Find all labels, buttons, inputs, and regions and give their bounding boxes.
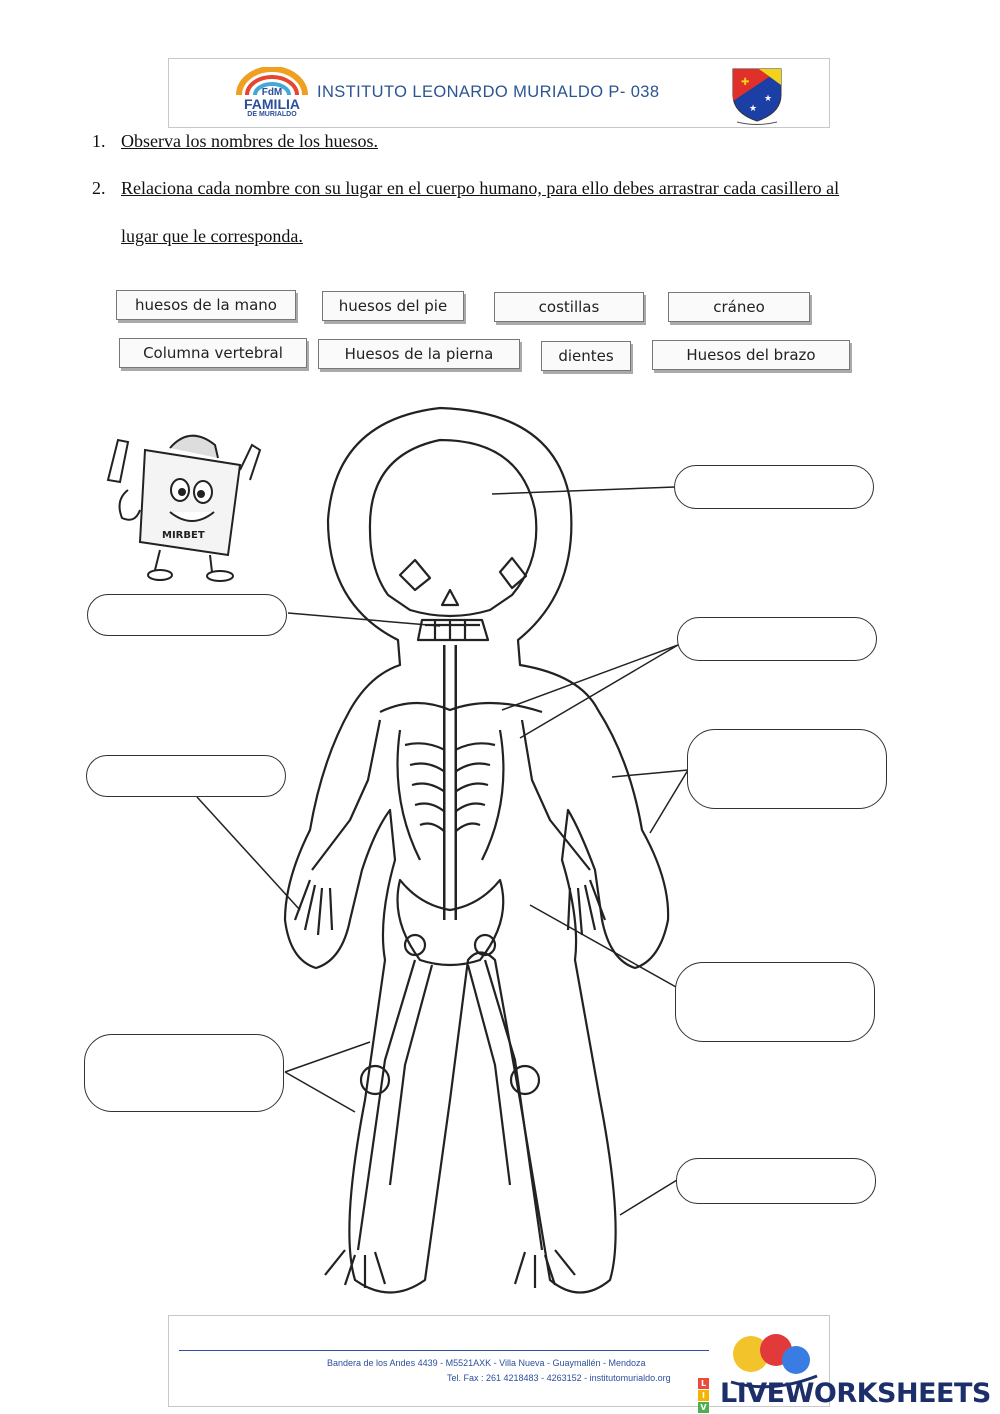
answer-box-5[interactable] [687, 729, 887, 809]
chip-huesos-del-pie[interactable]: huesos del pie [322, 291, 464, 321]
answer-box-8[interactable] [676, 1158, 876, 1204]
footer-divider [179, 1350, 709, 1351]
chip-huesos-de-la-mano[interactable]: huesos de la mano [116, 290, 296, 320]
logo-line1: FAMILIA [244, 96, 300, 112]
mascot-label: MIRBET [162, 530, 205, 541]
chip-dientes[interactable]: dientes [541, 341, 631, 371]
svg-text:★: ★ [764, 93, 773, 103]
liveworksheets-logo-icon: L I V [698, 1378, 710, 1414]
liveworksheets-watermark: LIVEWORKSHEETS [720, 1378, 991, 1409]
footer-address: Bandera de los Andes 4439 - M5521AXK - Villa Nueva - Guaymallén - Mendoza [327, 1358, 646, 1368]
instruction-text: Relaciona cada nombre con su lugar en el cuerpo humano, para ello debes arrastrar cada casillero al [121, 178, 840, 198]
instruction-text: Observa los nombres de los huesos. [121, 131, 378, 151]
logo-line2: DE MURIALDO [247, 111, 297, 118]
chip-huesos-de-la-pierna[interactable]: Huesos de la pierna [318, 339, 520, 369]
answer-box-3[interactable] [677, 617, 877, 661]
instruction-text: lugar que le corresponda. [121, 226, 303, 246]
chip-columna-vertebral[interactable]: Columna vertebral [119, 338, 307, 368]
instruction-number: 1. [92, 131, 106, 151]
svg-text:★: ★ [749, 103, 758, 113]
chip-craneo[interactable]: cráneo [668, 292, 810, 322]
logo-short: FdM [261, 87, 283, 98]
institute-title: INSTITUTO LEONARDO MURIALDO P- 038 [317, 83, 660, 101]
instruction-number: 2. [92, 178, 106, 198]
answer-box-4[interactable] [86, 755, 286, 797]
answer-box-6[interactable] [675, 962, 875, 1042]
answer-box-2[interactable] [87, 594, 287, 636]
footer-contact: Tel. Fax : 261 4218483 - 4263152 - institutomurialdo.org [447, 1373, 671, 1383]
svg-text:✚: ✚ [741, 77, 750, 88]
chip-costillas[interactable]: costillas [494, 292, 644, 322]
answer-box-7[interactable] [84, 1034, 284, 1112]
chip-huesos-del-brazo[interactable]: Huesos del brazo [652, 340, 850, 370]
answer-box-1[interactable] [674, 465, 874, 509]
